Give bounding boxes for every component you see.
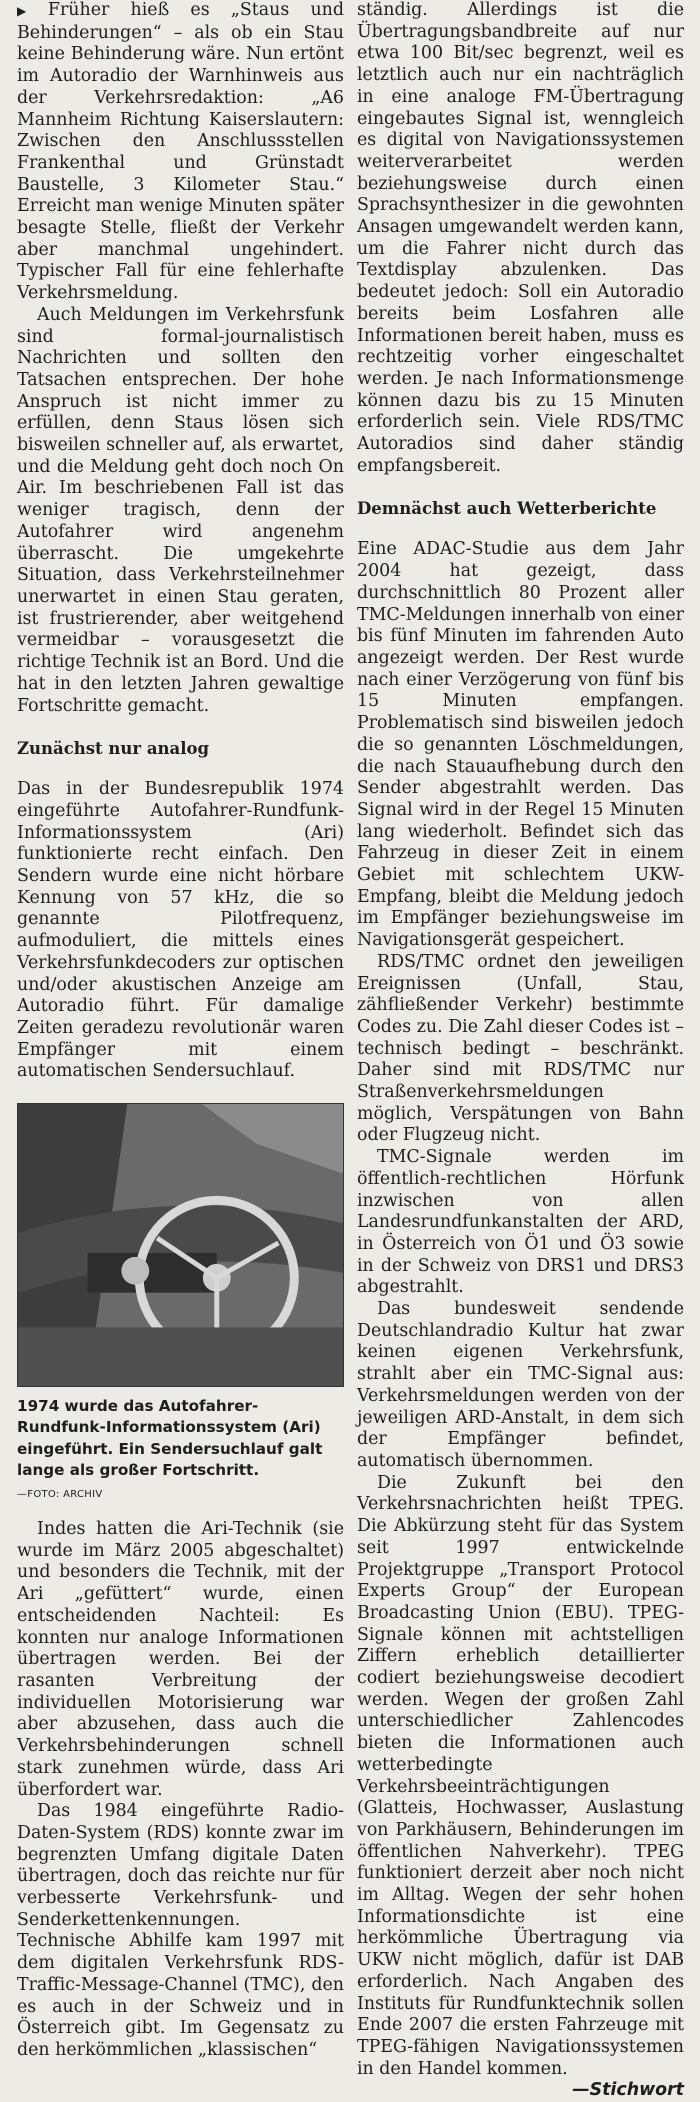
paragraph-text: Die Zukunft bei den Verkehrsnachrichten heißt TPEG. Die Abkürzung steht für das System seit 1997 entwickelnde Projektgruppe „Transport Protocol Experts Group“ der European Broadcasting Union (EBU). TPEG-Signale können mit achtstelligen Ziffern erheblich detaillierter codiert beziehungsweise decodiert werden. Wegen der großen Zahl unterschiedlicher Zahlencodes bieten die Informationen auch wetterbedingte Verkehrsbeeinträchtigungen (Glatteis, Hochwasser, Auslastung von Parkhäusern, Behinderungen im öffentlichen Nahverkehr). TPEG funktioniert derzeit aber noch nicht im Alltag. Wegen der sehr hohen Informationsdichte ist eine herkömmliche Übertragung via UKW nicht möglich, dafür ist DAB erforderlich. Nach Angaben des Instituts für Rundfunktechnik sollen Ende 2007 die ersten Fahrzeuge mit TPEG-fähigen Navigationssystemen in den Handel kommen. <box>357 1472 684 2079</box>
caption-text: 1974 wurde das Autofahrer-Rundfunk-Informationssystem (Ari) eingeführt. Ein Sendersuchlauf galt lange als großer Fortschritt. <box>17 1397 323 1480</box>
paragraph: RDS/TMC ordnet den jeweiligen Ereignissen (Unfall, Stau, zähfließender Verkehr) bestimmte Codes zu. Die Zahl dieser Codes ist – technisch bedingt – beschränkt. Daher sind mit RDS/TMC nur Straßenverkehrsmeldungen möglich, Verspätungen von Bahn oder Flugzeug nicht. <box>357 951 684 1146</box>
figure <box>17 1103 344 1505</box>
photo-credit: —FOTO: ARCHIV <box>17 1488 103 1500</box>
paragraph: TMC-Signale werden im öffentlich-rechtlichen Hörfunk inzwischen von allen Landesrundfunkanstalten der ARD, in Österreich von Ö1 und Ö3 sowie in der Schweiz von DRS1 und DRS3 abgestrahlt. <box>357 1147 684 1298</box>
paragraph: Auch Meldungen im Verkehrsfunk sind formal-journalistisch Nachrichten und sollten den Tatsachen entsprechen. Der hohe Anspruch ist nicht immer zu erfüllen, denn Staus lösen sich bisweilen schneller auf, als erwartet, und die Meldung geht doch noch On Air. Im beschriebenen Fall ist das weniger tragisch, denn der Autofahrer wird angenehm überrascht. Die umgekehrte Situation, dass Verkehrsteilnehmer unerwartet in einen Stau geraten, ist frustrierender, aber weitgehend vermeidbar – vorausgesetzt die richtige Technik ist an Bord. Und die hat in den letzten Jahren gewaltige Fortschritte gemacht. <box>17 304 344 716</box>
paragraph-with-signature <box>357 1472 684 2101</box>
dashboard-photo <box>17 1103 344 1387</box>
paragraph: ständig. Allerdings ist die Übertragungsbandbreite auf nur etwa 100 Bit/sec begrenzt, weil es letztlich auch nur ein nachträglich in eine analoge FM-Übertragung eingebautes Signal ist, wenngleich es digital von Navigationssystemen weiterverarbeitet werden beziehungsweise durch einen Sprachsynthesizer in die gewohnten Ansagen umgewandelt werden kann, um die Fahrer nicht durch das Textdisplay abzulenken. Das bedeutet jedoch: Soll ein Autoradio bereits beim Losfahren alle Informationen bereit haben, muss es rechtzeitig vorher eingeschaltet werden. Je nach Informationsmenge können dazu bis zu 15 Minuten erforderlich sein. Viele RDS/TMC Autoradios sind daher ständig empfangsbereit. <box>357 0 684 476</box>
paragraph: Eine ADAC-Studie aus dem Jahr 2004 hat gezeigt, dass durchschnittlich 80 Prozent aller TMC-Meldungen innerhalb von einer bis fünf Minuten im fahrenden Auto angezeigt werden. Der Rest wurde nach einer Verzögerung von fünf bis 15 Minuten empfangen. Problematisch sind bisweilen jedoch die so genannten Löschmeldungen, die nach Stauaufhebung durch den Sender abgestrahlt werden. Das Signal wird in der Regel 15 Minuten lang wiederholt. Befindet sich das Fahrzeug in dieser Zeit in einem Gebiet mit schlechtem UKW-Empfang, bleibt die Meldung jedoch im Empfänger beziehungsweise im Navigationsgerät gespeichert. <box>357 539 684 951</box>
intro-text: Früher hieß es „Staus und Behinderungen“ – als ob ein Stau keine Behinderung wäre. Nun ertönt im Autoradio der Warnhinweis aus der Verkehrsredaktion: „A6 Mannheim Richtung Kaiserslautern: Zwischen den Anschlussstellen Frankenthal und Grünstadt Baustelle, 3 Kilometer Stau.“ Erreicht man wenige Minuten später besagte Stelle, fließt der Verkehr aber manchmal ungehindert. Typischer Fall für eine fehlerhafte Verkehrsmeldung. <box>17 0 344 304</box>
paragraph: Das in der Bundesrepublik 1974 eingeführte Autofahrer-Rundfunk-Informationssystem (Ari) funktionierte recht einfach. Den Sendern wurde eine nicht hörbare Kennung von 57 kHz, die so genannte Pilotfrequenz, aufmoduliert, die mittels eines Verkehrsfunkdecoders zur optischen und/oder akustischen Anzeige am Autoradio führt. Für damalige Zeiten geradezu revolutionär waren Empfänger mit einem automatischen Sendersuchlauf. <box>17 779 344 1082</box>
paragraph: Das bundesweit sendende Deutschlandradio Kultur hat zwar keinen eigenen Verkehrsfunk, strahlt aber ein TMC-Signal aus: Verkehrsmeldungen werden von der jeweiligen ARD-Anstalt, in dem sich der Empfänger befindet, automatisch übernommen. <box>357 1299 684 1471</box>
triangle-right-icon: ▶ <box>17 4 42 18</box>
section-heading: Demnächst auch Wetterberichte <box>357 499 657 519</box>
left-column <box>17 0 344 2062</box>
right-column <box>357 0 684 2102</box>
paragraph: Das 1984 eingeführte Radio-Daten-System (RDS) konnte zwar im begrenzten Umfang digitale Daten übertragen, doch das reichte nur für verbesserte Verkehrsfunk- und Senderkettenkennungen. Technische Abhilfe kam 1997 mit dem digitalen Verkehrsfunk RDS-Traffic-Message-Channel (TMC), den es auch in der Schweiz und in Österreich gibt. Im Gegensatz zu den herkömmlichen „klassischen“ <box>17 1801 344 2060</box>
section-heading: Zunächst nur analog <box>17 739 210 759</box>
paragraph: Indes hatten die Ari-Technik (sie wurde im März 2005 abgeschaltet) und besonders die Technik, mit der Ari „gefüttert“ wurde, einen entscheidenden Nachteil: Es konnten nur analoge Informationen übertragen werden. Bei der rasanten Verbreitung der individuellen Motorisierung war aber abzusehen, dass auch die Verkehrsbehinderungen schnell stark zunehmen würde, dass Ari überfordert war. <box>17 1519 344 1800</box>
figure-caption <box>17 1396 344 1505</box>
intro-paragraph <box>17 0 344 305</box>
signature: —Stichwort <box>572 2080 684 2101</box>
